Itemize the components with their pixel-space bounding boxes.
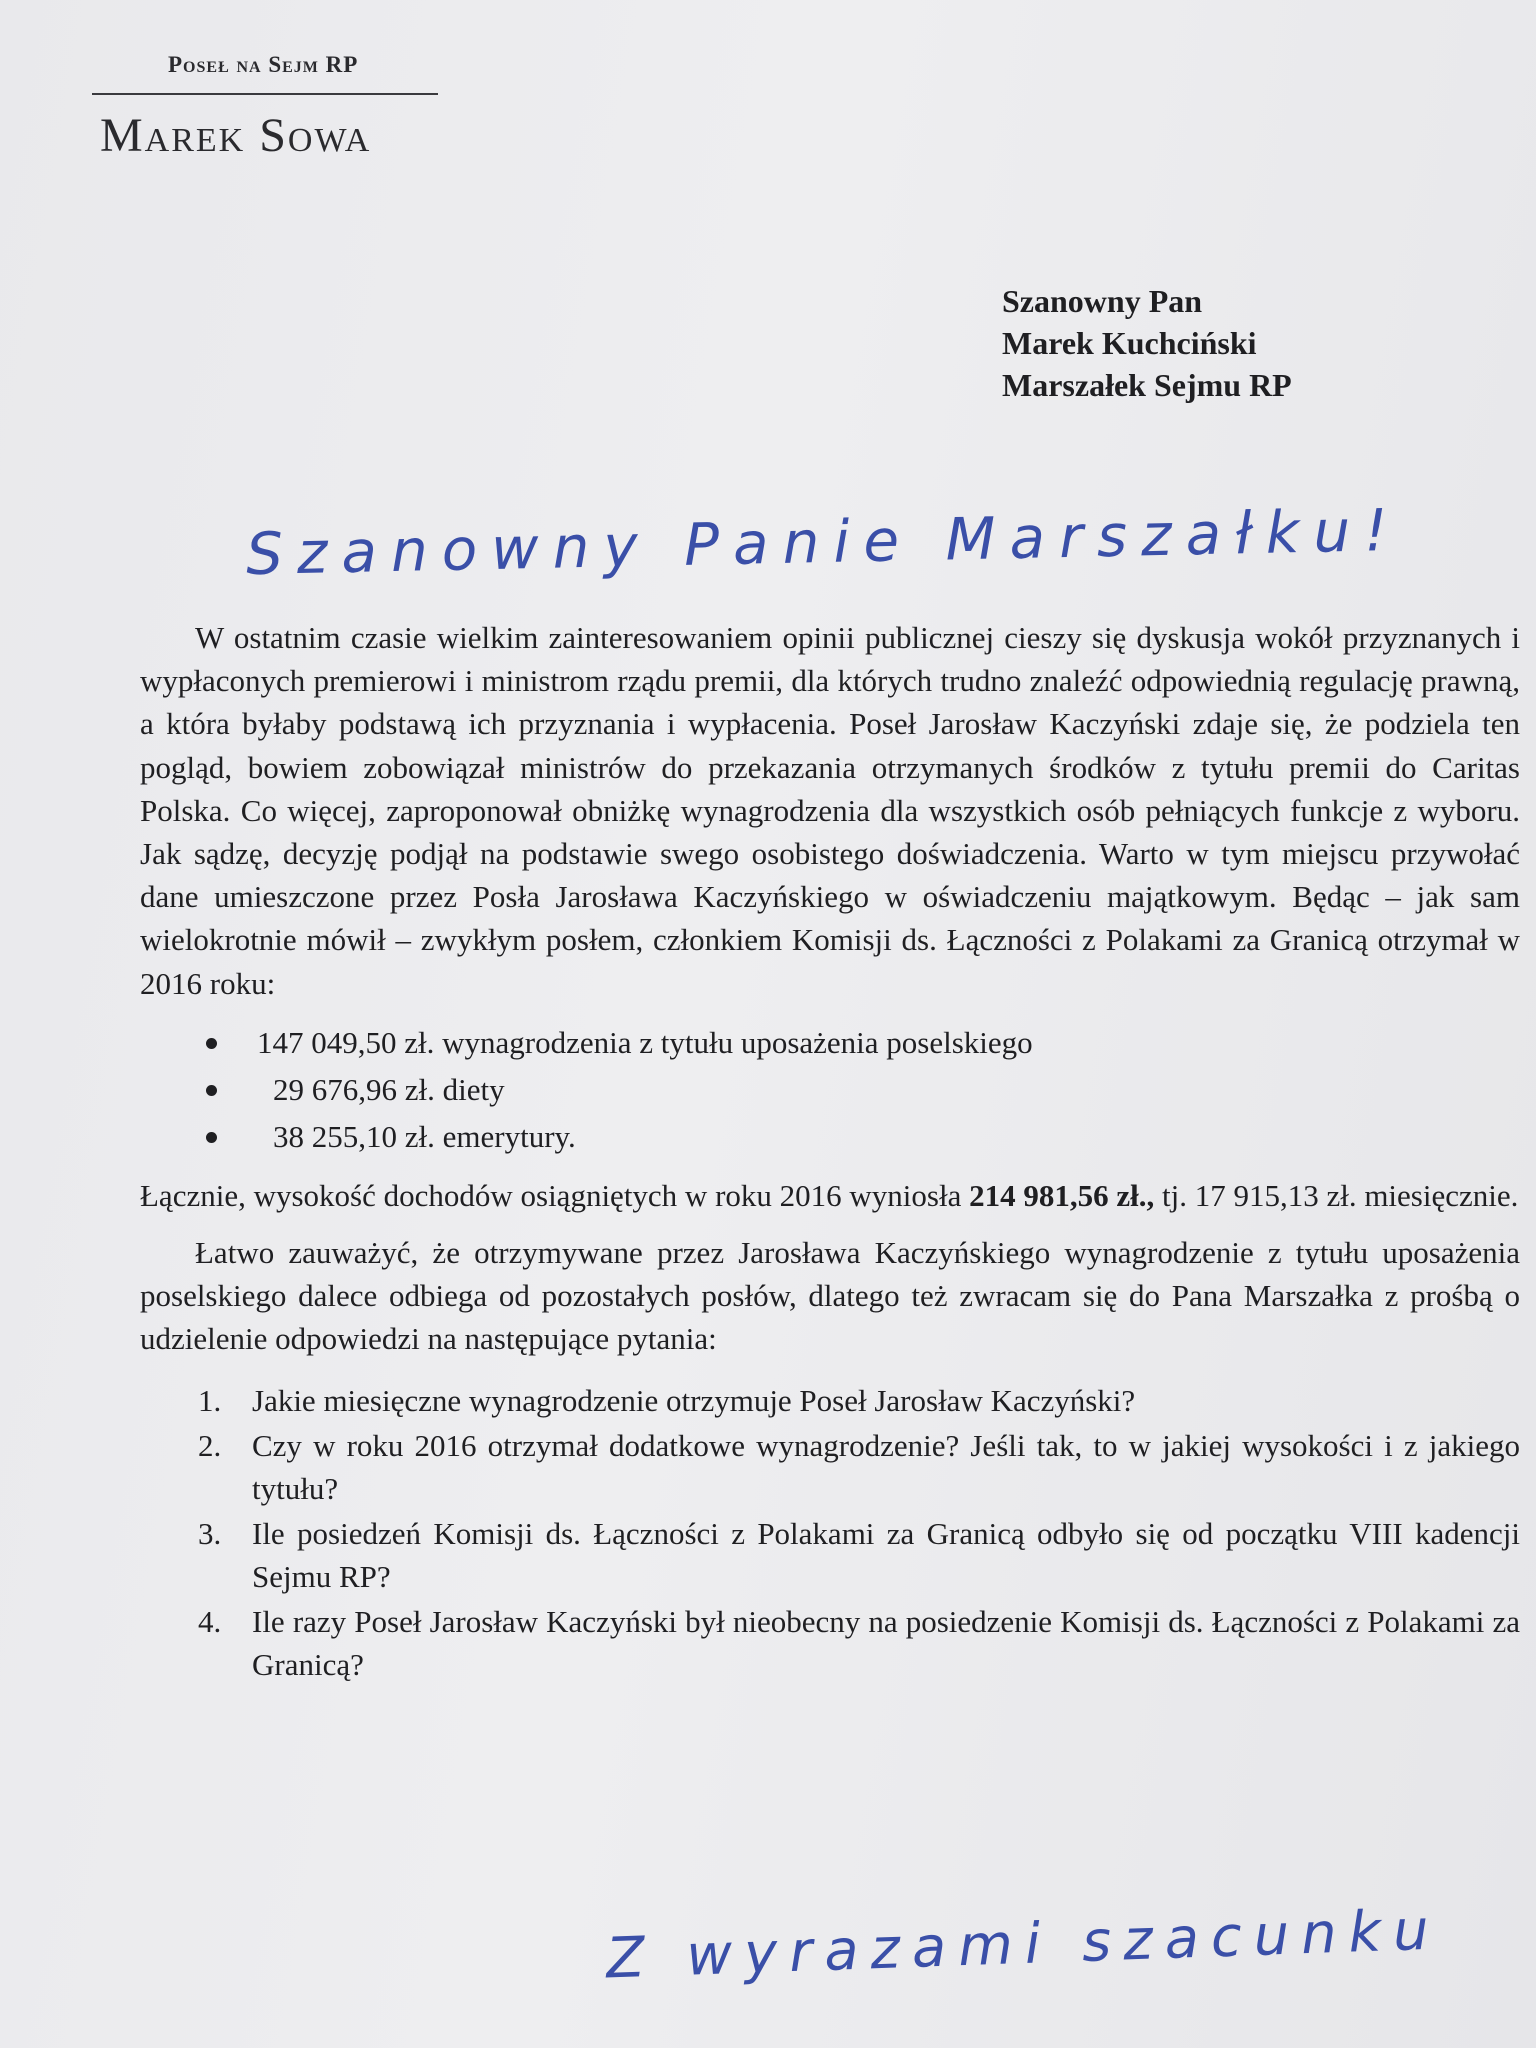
questions-list: [140, 1379, 1520, 1686]
list-item: [140, 1066, 1520, 1113]
letter-body: [140, 616, 1520, 1688]
list-item-text: 38 255,10 zł. emerytury.: [273, 1118, 576, 1154]
letterhead-name: Marek Sowa: [100, 109, 372, 162]
body-paragraph: W ostatnim czasie wielkim zainteresowaniem opinii publicznej cieszy się dyskusja wokół przyznanych i wypłaconych premierowi i ministrom rządu premii, dla których trudno znaleźć odpowiednią regulację prawną, a która byłaby podstawą ich przyznania i wypłacenia. Poseł Jarosław Kaczyński zdaje się, że podziela ten pogląd, bowiem zobowiązał ministrów do przekazania otrzymanych środków z tytułu premii do Caritas Polska. Co więcej, zaproponował obniżkę wynagrodzenia dla wszystkich osób pełniących funkcje z wyboru. Jak sądzę, decyzję podjął na podstawie swego osobistego doświadczenia. Warto w tym miejscu przywołać dane umieszczone przez Posła Jarosława Kaczyńskiego w oświadczeniu majątkowym. Będąc – jak sam wielokrotnie mówił – zwykłym posłem, członkiem Komisji ds. Łączności z Polakami za Granicą otrzymał w 2016 roku:: [140, 620, 1520, 1001]
question-text: Jakie miesięczne wynagrodzenie otrzymuje Poseł Jarosław Kaczyński?: [252, 1382, 1136, 1418]
addressee-line: Marszałek Sejmu RP: [1002, 367, 1292, 403]
body-paragraph: Łatwo zauważyć, że otrzymywane przez Jarosława Kaczyńskiego wynagrodzenie z tytułu uposażenia poselskiego dalece odbiega od pozostałych posłów, dlatego też zwracam się do Pana Marszałka z prośbą o udzielenie odpowiedzi na następujące pytania:: [140, 1235, 1520, 1357]
question-text: Czy w roku 2016 otrzymał dodatkowe wynagrodzenie? Jeśli tak, to w jakiej wysokości i z jakiego tytułu?: [252, 1427, 1520, 1506]
list-item: [140, 1424, 1520, 1510]
question-number: 4.: [198, 1603, 222, 1639]
bullet-icon: [206, 1132, 217, 1143]
addressee-line: Marek Kuchciński: [1002, 325, 1257, 361]
total-paragraph: [140, 1174, 1520, 1217]
question-number: 1.: [198, 1382, 222, 1418]
question-text: Ile posiedzeń Komisji ds. Łączności z Polakami za Granicą odbyło się od początku VIII kadencji Sejmu RP?: [252, 1515, 1520, 1594]
handwritten-closing: Z wyrazami szacunku: [605, 1897, 1442, 1992]
list-item-text: 29 676,96 zł. diety: [273, 1071, 505, 1107]
total-amount: 214 981,56 zł.,: [969, 1177, 1155, 1213]
addressee-block: [1002, 280, 1292, 406]
letterhead-divider: [92, 93, 438, 95]
addressee-line: Szanowny Pan: [1002, 283, 1203, 319]
total-suffix: tj. 17 915,13 zł. miesięcznie.: [1161, 1177, 1519, 1213]
list-item: [140, 1113, 1520, 1160]
bullet-icon: [206, 1038, 217, 1049]
bullet-icon: [206, 1085, 217, 1096]
list-item: [140, 1600, 1520, 1686]
list-item: [140, 1512, 1520, 1598]
question-text: Ile razy Poseł Jarosław Kaczyński był nieobecny na posiedzenie Komisji ds. Łączności z Polakami za Granicą?: [252, 1603, 1520, 1682]
list-item: [140, 1019, 1520, 1066]
question-number: 2.: [198, 1427, 222, 1463]
total-prefix: Łącznie, wysokość dochodów osiągniętych w roku 2016 wyniosła: [140, 1177, 962, 1213]
income-list: [140, 1019, 1520, 1160]
list-item: [140, 1379, 1520, 1422]
question-number: 3.: [198, 1515, 222, 1551]
letterhead-title: Poseł na Sejm RP: [168, 52, 359, 77]
handwritten-greeting: Szanowny Panie Marszałku!: [245, 495, 1402, 589]
list-item-text: 147 049,50 zł. wynagrodzenia z tytułu uposażenia poselskiego: [257, 1024, 1033, 1060]
